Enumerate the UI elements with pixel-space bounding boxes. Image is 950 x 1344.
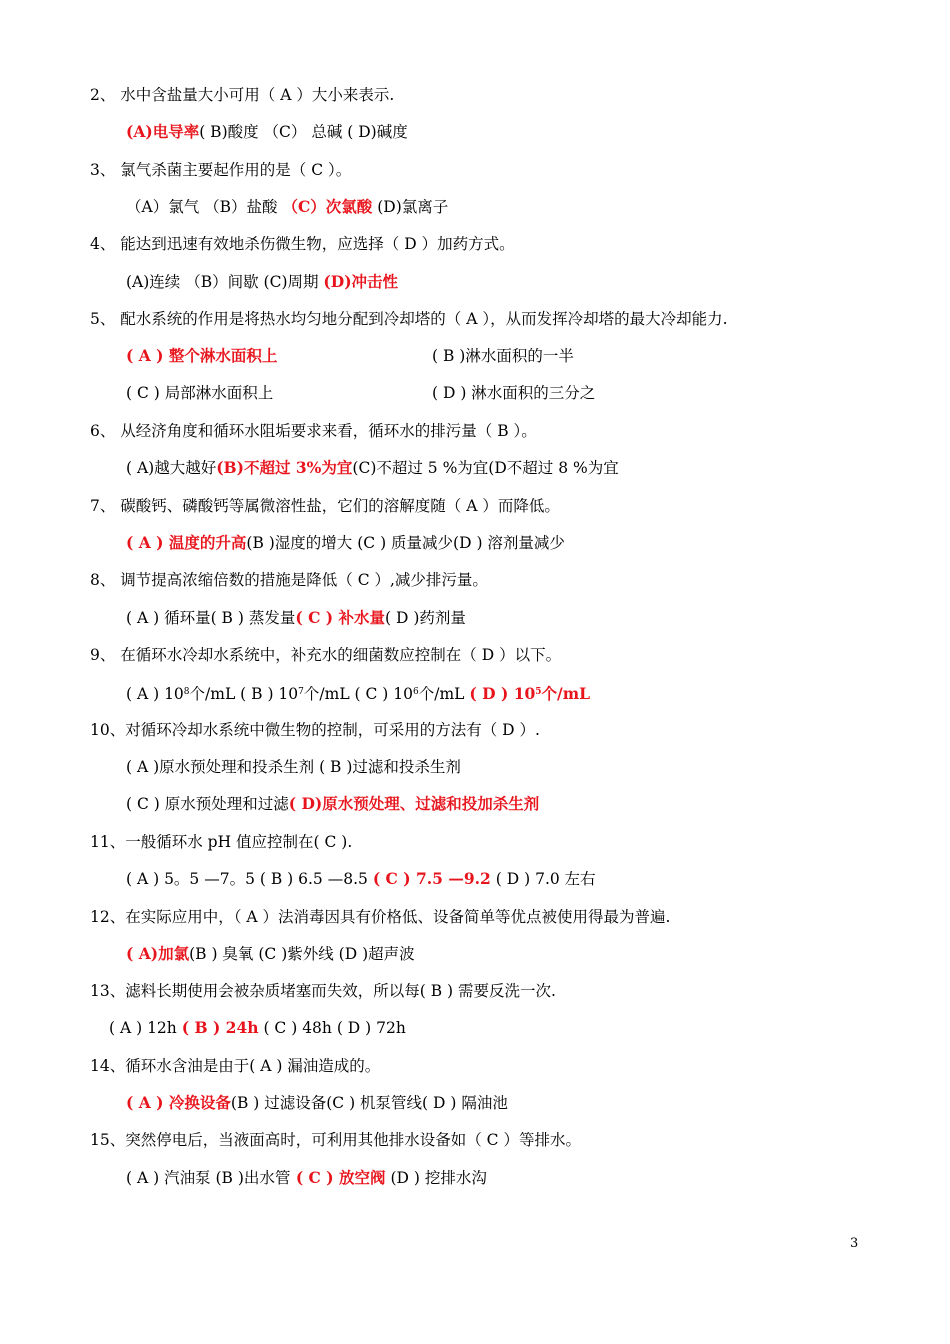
question-4: 4、 能达到迅速有效地杀伤微生物，应选择（ D ）加药方式。 — [90, 235, 515, 253]
answer-highlight: (B)不超过 3%为宜 — [216, 458, 353, 477]
question-8-options — [126, 607, 466, 629]
option-text: 个/mL ( C ) 10 — [303, 685, 414, 703]
option-text: 个/mL ( B ) 10 — [189, 685, 299, 703]
question-11: 11、一般循环水 pH 值应控制在( C ). — [90, 833, 353, 851]
question-6: 6、 从经济角度和循环水阻垢要求来看，循环水的排污量（ B ）。 — [90, 422, 537, 440]
question-14-options — [126, 1092, 508, 1114]
question-5: 5、 配水系统的作用是将热水均匀地分配到冷却塔的（ A ），从而发挥冷却塔的最大冷却能力. — [90, 310, 728, 328]
answer-text: ( D ) 10 — [469, 684, 536, 703]
question-12-options — [126, 943, 415, 965]
option-d: ( D ) 淋水面积的三分之 — [432, 384, 596, 402]
exponent: 8 — [183, 687, 190, 697]
option-text: ( D ) 7.0 左右 — [495, 870, 596, 888]
exponent: 5 — [535, 687, 542, 697]
answer-highlight: ( C ) 放空阀 — [290, 1168, 386, 1187]
question-2-options — [126, 121, 408, 143]
question-7: 7、 碳酸钙、磷酸钙等属微溶性盐，它们的溶解度随（ A ）而降低。 — [90, 497, 560, 515]
question-5-options-row1 — [126, 345, 277, 367]
option-text: ( A ) 汽油泵 (B )出水管 — [126, 1169, 291, 1187]
answer-highlight: （C）次氯酸 — [282, 197, 373, 216]
answer-highlight: ( A ) 温度的升高 — [126, 533, 247, 552]
option-text: ( C ) 48h ( D ) 72h — [263, 1019, 406, 1037]
option-text: (D ) 挖排水沟 — [390, 1169, 487, 1187]
option-text: ( B)酸度 （C） 总碱 ( D)碱度 — [199, 123, 408, 141]
option-text: ( A ) 10 — [126, 685, 184, 703]
question-11-options — [126, 868, 596, 890]
option-b: ( B )淋水面积的一半 — [432, 347, 574, 365]
answer-highlight: ( C ) 补水量 — [295, 608, 386, 627]
question-8: 8、 调节提高浓缩倍数的措施是降低（ C ）,减少排污量。 — [90, 571, 488, 589]
exponent: 6 — [413, 687, 419, 697]
answer-highlight: ( B ) 24h — [181, 1018, 259, 1037]
option-text: ( A ) 循环量( B ) 蒸发量 — [126, 609, 296, 627]
option-text: 个/mL — [418, 685, 470, 703]
answer-highlight — [469, 684, 590, 703]
question-10-options-row1: ( A )原水预处理和投杀生剂 ( B )过滤和投杀生剂 — [126, 758, 461, 776]
question-15-options — [126, 1167, 487, 1189]
question-6-options — [126, 457, 619, 479]
question-10-options-row2 — [126, 793, 539, 815]
question-3-options — [126, 196, 448, 218]
page-number: 3 — [850, 1236, 859, 1251]
option-text: (B ) 过滤设备(C ) 机泵管线( D ) 隔油池 — [230, 1094, 508, 1112]
question-10: 10、对循环冷却水系统中微生物的控制，可采用的方法有（ D ）. — [90, 721, 540, 739]
option-text: ( D )药剂量 — [385, 609, 466, 627]
answer-text: 个/mL — [541, 684, 590, 703]
question-15: 15、突然停电后，当液面高时，可利用其他排水设备如（ C ）等排水。 — [90, 1131, 581, 1149]
answer-highlight: ( D)原水预处理、过滤和投加杀生剂 — [288, 794, 540, 813]
answer-highlight: (A)电导率 — [126, 122, 200, 141]
option-text: （A）氯气 （B）盐酸 — [126, 198, 283, 216]
question-13-options — [109, 1017, 406, 1039]
option-text: (C)不超过 5 %为宜(D不超过 8 %为宜 — [352, 459, 619, 477]
question-9-options — [126, 681, 590, 705]
question-5-options-row2: ( C ) 局部淋水面积上 — [126, 384, 274, 402]
option-text: (D)氯离子 — [372, 198, 449, 216]
question-4-options — [126, 271, 398, 293]
option-text: ( A ) 12h — [109, 1019, 177, 1037]
question-14: 14、循环水含油是由于( A ) 漏油造成的。 — [90, 1057, 381, 1075]
answer-highlight: ( A)加氯 — [126, 944, 190, 963]
question-12: 12、在实际应用中，（ A ）法消毒因具有价格低、设备简单等优点被使用得最为普遍. — [90, 908, 671, 926]
answer-highlight: ( A ) 整个淋水面积上 — [126, 346, 278, 365]
exponent: 7 — [298, 687, 304, 697]
answer-highlight: ( A ) 冷换设备 — [126, 1093, 231, 1112]
question-9: 9、 在循环水冷却水系统中，补充水的细菌数应控制在（ D ）以下。 — [90, 646, 562, 664]
option-text: ( A ) 5。5 —7。5 ( B ) 6.5 —8.5 — [126, 870, 368, 888]
answer-highlight: (D)冲击性 — [323, 272, 399, 291]
option-text: (A)连续 （B）间歇 (C)周期 — [126, 273, 324, 291]
option-text: ( A)越大越好 — [126, 459, 217, 477]
option-text: ( C ) 原水预处理和过滤 — [126, 795, 289, 813]
answer-highlight: ( C ) 7.5 —9.2 — [372, 869, 491, 888]
question-2: 2、 水中含盐量大小可用（ A ）大小来表示. — [90, 86, 395, 104]
question-7-options — [126, 532, 565, 554]
question-3: 3、 氯气杀菌主要起作用的是（ C ）。 — [90, 161, 352, 179]
question-13: 13、滤料长期使用会被杂质堵塞而失效，所以每( B ) 需要反洗一次. — [90, 982, 556, 1000]
option-text: (B ) 臭氧 (C )紫外线 (D )超声波 — [189, 945, 415, 963]
option-text: (B )湿度的增大 (C ) 质量减少(D ) 溶剂量减少 — [246, 534, 565, 552]
